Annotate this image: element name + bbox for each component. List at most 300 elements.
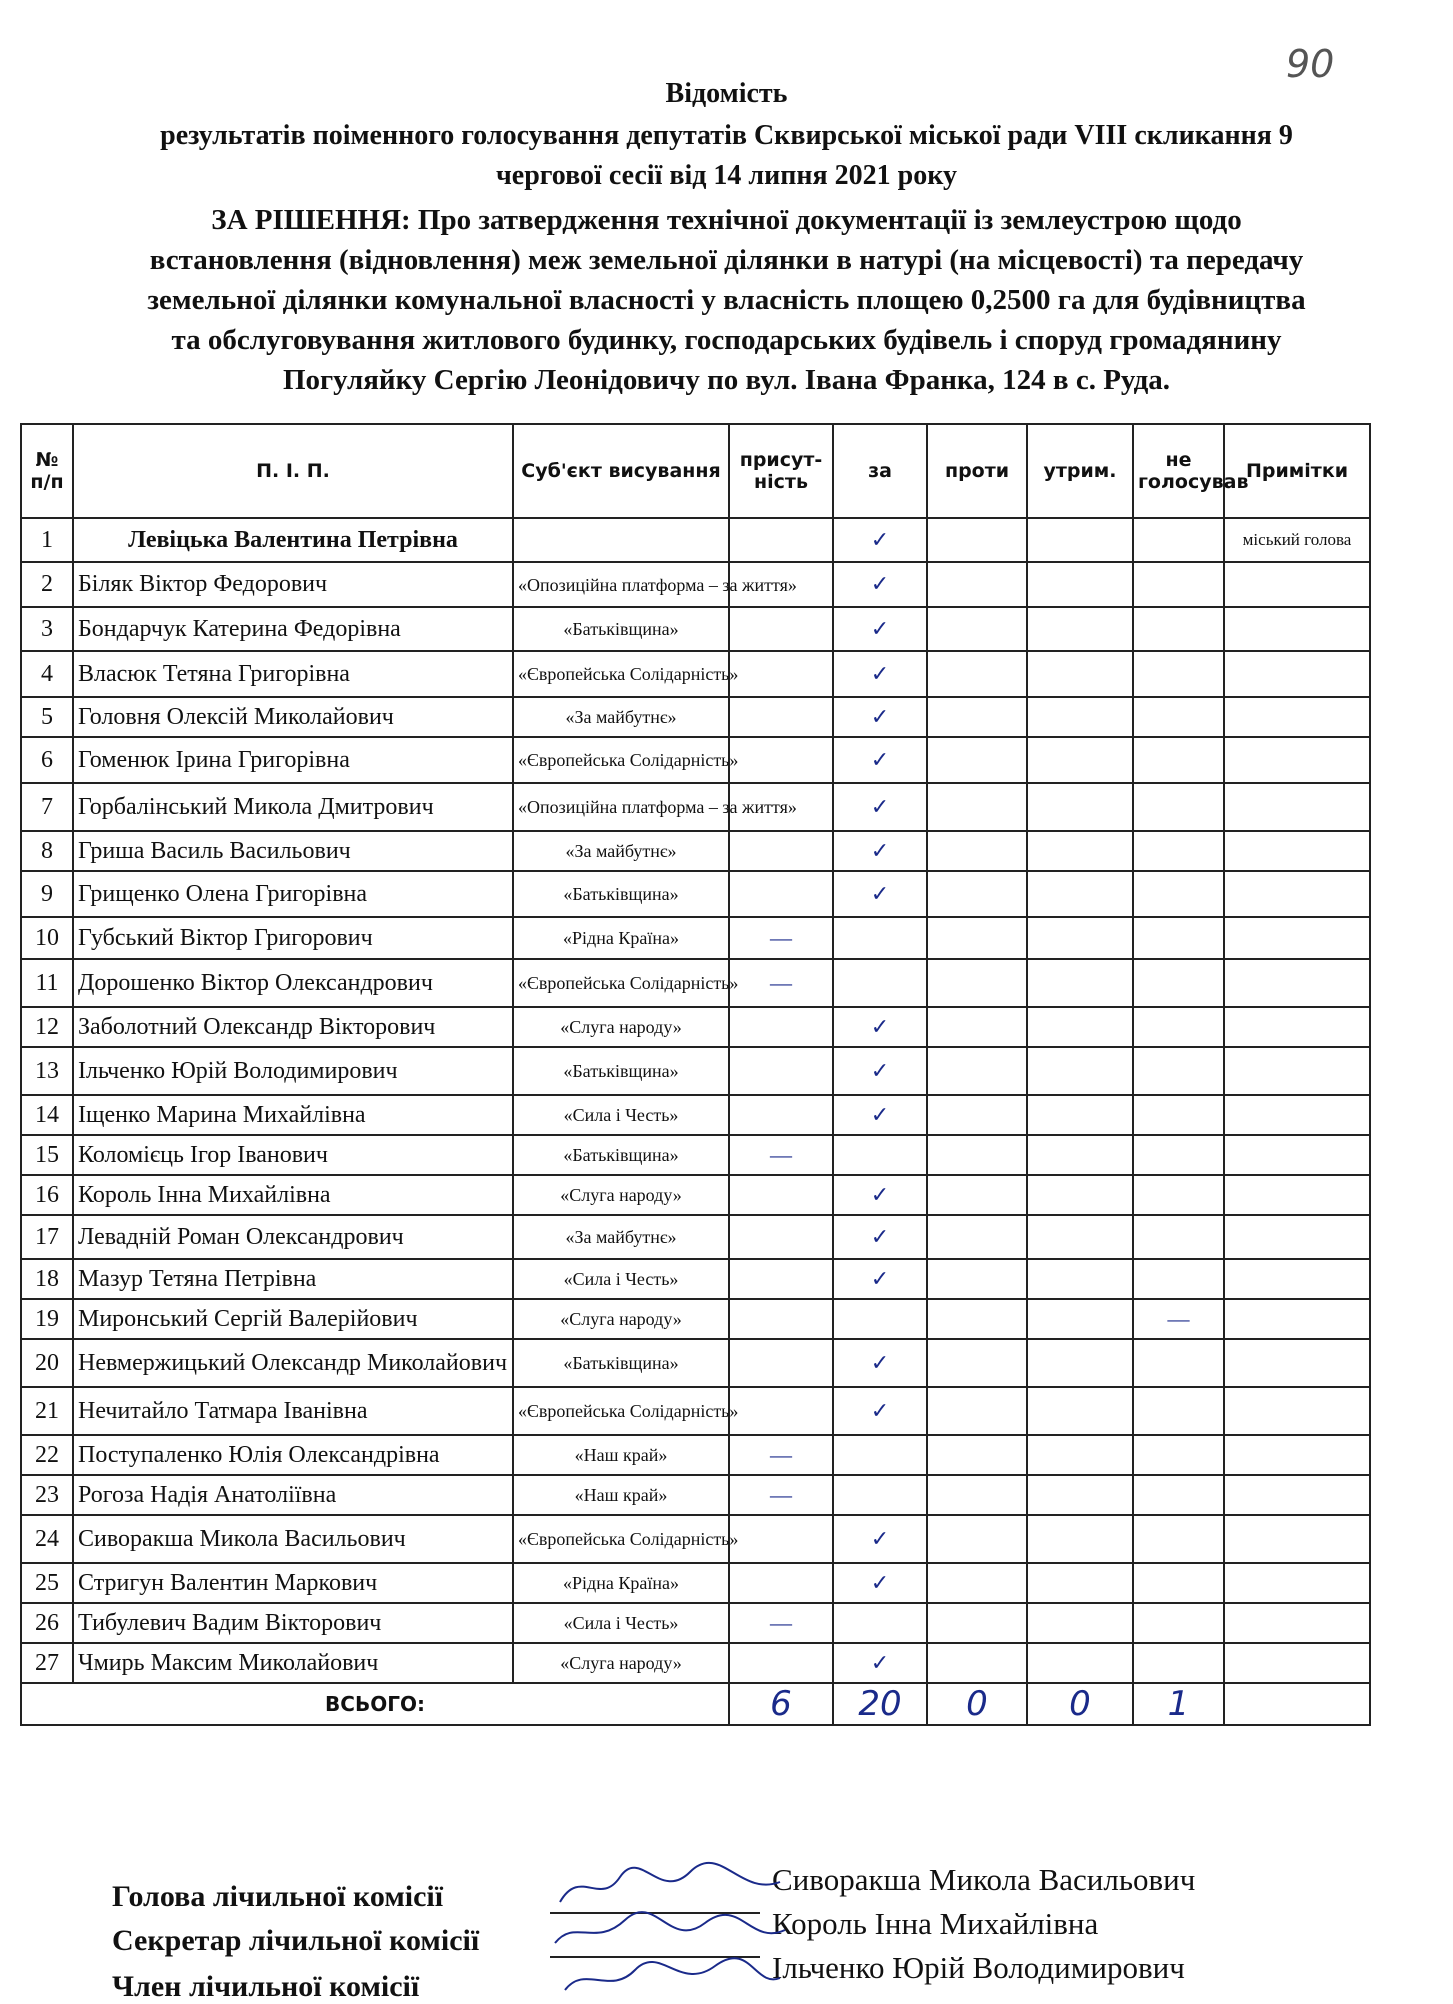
cell-name: Біляк Віктор Федорович — [73, 562, 513, 607]
cell-note — [1224, 1095, 1370, 1135]
col-header-note: Примітки — [1224, 424, 1370, 518]
cell-num: 10 — [21, 917, 73, 959]
cell-note — [1224, 1047, 1370, 1095]
cell-not-voted — [1133, 1135, 1224, 1175]
cell-note — [1224, 917, 1370, 959]
cell-for: ✓ — [833, 1007, 927, 1047]
cell-party: «Європейська Солідарність» — [513, 1515, 729, 1563]
cell-not-voted — [1133, 518, 1224, 562]
cell-present: — — [729, 917, 833, 959]
signature-role-3: Член лічильної комісії — [112, 1970, 420, 2003]
cell-note — [1224, 1175, 1370, 1215]
cell-for: ✓ — [833, 1215, 927, 1259]
cell-abstain — [1027, 518, 1133, 562]
cell-for: ✓ — [833, 607, 927, 651]
cell-party: «Слуга народу» — [513, 1299, 729, 1339]
cell-for: ✓ — [833, 651, 927, 697]
cell-note — [1224, 1515, 1370, 1563]
cell-name: Гриша Василь Васильович — [73, 831, 513, 871]
table-row — [21, 1259, 1370, 1299]
cell-for: ✓ — [833, 1095, 927, 1135]
cell-for: ✓ — [833, 1175, 927, 1215]
cell-for — [833, 1135, 927, 1175]
cell-present — [729, 1095, 833, 1135]
cell-note — [1224, 1299, 1370, 1339]
cell-note — [1224, 1435, 1370, 1475]
cell-note — [1224, 871, 1370, 917]
cell-party: «За майбутнє» — [513, 1215, 729, 1259]
cell-against — [927, 1387, 1027, 1435]
cell-abstain — [1027, 1603, 1133, 1643]
cell-party: «Наш край» — [513, 1435, 729, 1475]
cell-note — [1224, 1475, 1370, 1515]
cell-party — [513, 518, 729, 562]
handwritten-signature-2 — [540, 1908, 800, 1958]
cell-name: Грищенко Олена Григорівна — [73, 871, 513, 917]
table-row — [21, 1175, 1370, 1215]
cell-note — [1224, 783, 1370, 831]
table-row — [21, 651, 1370, 697]
cell-name: Іщенко Марина Михайлівна — [73, 1095, 513, 1135]
cell-note — [1224, 1135, 1370, 1175]
cell-num: 19 — [21, 1299, 73, 1339]
decision-line-1: ЗА РІШЕННЯ: Про затвердження технічної документації із землеустрою щодо — [211, 204, 1242, 236]
cell-abstain — [1027, 1175, 1133, 1215]
cell-abstain — [1027, 917, 1133, 959]
cell-party: «Європейська Солідарність» — [513, 651, 729, 697]
cell-abstain — [1027, 1435, 1133, 1475]
cell-abstain — [1027, 1095, 1133, 1135]
table-row — [21, 737, 1370, 783]
cell-against — [927, 1215, 1027, 1259]
cell-present — [729, 871, 833, 917]
cell-party: «Батьківщина» — [513, 871, 729, 917]
table-row — [21, 1475, 1370, 1515]
cell-party: «Батьківщина» — [513, 1135, 729, 1175]
cell-party: «Європейська Солідарність» — [513, 737, 729, 783]
cell-against — [927, 1435, 1027, 1475]
cell-present — [729, 607, 833, 651]
cell-for: ✓ — [833, 831, 927, 871]
signature-role-1: Голова лічильної комісії — [112, 1880, 444, 1913]
cell-against — [927, 1603, 1027, 1643]
cell-name: Гоменюк Ірина Григорівна — [73, 737, 513, 783]
cell-abstain — [1027, 1259, 1133, 1299]
cell-num: 2 — [21, 562, 73, 607]
cell-party: «Сила і Честь» — [513, 1095, 729, 1135]
cell-against — [927, 607, 1027, 651]
cell-against — [927, 1135, 1027, 1175]
cell-num: 22 — [21, 1435, 73, 1475]
cell-present — [729, 1259, 833, 1299]
cell-abstain — [1027, 1387, 1133, 1435]
cell-present — [729, 697, 833, 737]
cell-for — [833, 917, 927, 959]
cell-for: ✓ — [833, 1387, 927, 1435]
cell-for: ✓ — [833, 737, 927, 783]
col-header-name: П. І. П. — [73, 424, 513, 518]
cell-present — [729, 1047, 833, 1095]
voting-table-body — [21, 518, 1370, 1683]
cell-num: 6 — [21, 737, 73, 783]
cell-name: Власюк Тетяна Григорівна — [73, 651, 513, 697]
cell-against — [927, 1475, 1027, 1515]
cell-name: Заболотний Олександр Вікторович — [73, 1007, 513, 1047]
cell-name: Левіцька Валентина Петрівна — [73, 518, 513, 562]
cell-against — [927, 1175, 1027, 1215]
cell-against — [927, 1007, 1027, 1047]
cell-for: ✓ — [833, 697, 927, 737]
table-row — [21, 1435, 1370, 1475]
cell-not-voted — [1133, 1475, 1224, 1515]
table-row — [21, 1215, 1370, 1259]
table-row — [21, 1643, 1370, 1683]
cell-num: 1 — [21, 518, 73, 562]
cell-note — [1224, 1339, 1370, 1387]
cell-for — [833, 1435, 927, 1475]
cell-party: «Батьківщина» — [513, 607, 729, 651]
signature-name-3: Ільченко Юрій Володимирович — [772, 1950, 1185, 1985]
cell-for: ✓ — [833, 1259, 927, 1299]
cell-note — [1224, 831, 1370, 871]
col-header-for: за — [833, 424, 927, 518]
cell-against — [927, 737, 1027, 783]
cell-against — [927, 1299, 1027, 1339]
cell-num: 24 — [21, 1515, 73, 1563]
decision-text — [20, 200, 1433, 400]
cell-for — [833, 959, 927, 1007]
cell-party: «Рідна Країна» — [513, 917, 729, 959]
cell-against — [927, 562, 1027, 607]
cell-for: ✓ — [833, 518, 927, 562]
table-row — [21, 1047, 1370, 1095]
cell-present — [729, 1007, 833, 1047]
cell-present: — — [729, 1475, 833, 1515]
page-number: 90 — [1286, 42, 1335, 86]
cell-for — [833, 1603, 927, 1643]
cell-abstain — [1027, 737, 1133, 783]
cell-for: ✓ — [833, 871, 927, 917]
cell-present — [729, 737, 833, 783]
col-header-present: присут-ність — [729, 424, 833, 518]
cell-present — [729, 831, 833, 871]
signature-role-2: Секретар лічильної комісії — [112, 1924, 480, 1957]
cell-not-voted — [1133, 607, 1224, 651]
cell-name: Поступаленко Юлія Олександрівна — [73, 1435, 513, 1475]
signature-name-2: Король Інна Михайлівна — [772, 1906, 1099, 1941]
cell-party: «Опозиційна платформа – за життя» — [513, 562, 729, 607]
cell-name: Левадній Роман Олександрович — [73, 1215, 513, 1259]
total-label: ВСЬОГО: — [21, 1683, 729, 1725]
cell-note — [1224, 1215, 1370, 1259]
cell-party: «За майбутнє» — [513, 831, 729, 871]
cell-abstain — [1027, 1047, 1133, 1095]
col-header-party: Суб'єкт висування — [513, 424, 729, 518]
cell-num: 13 — [21, 1047, 73, 1095]
cell-not-voted — [1133, 651, 1224, 697]
cell-party: «Сила і Честь» — [513, 1603, 729, 1643]
voting-table — [20, 423, 1371, 1726]
cell-num: 3 — [21, 607, 73, 651]
cell-not-voted — [1133, 959, 1224, 1007]
cell-num: 7 — [21, 783, 73, 831]
cell-for: ✓ — [833, 1047, 927, 1095]
cell-num: 18 — [21, 1259, 73, 1299]
cell-not-voted — [1133, 697, 1224, 737]
document-subtitle — [20, 116, 1433, 196]
cell-num: 20 — [21, 1339, 73, 1387]
cell-name: Сиворакша Микола Васильович — [73, 1515, 513, 1563]
cell-not-voted — [1133, 871, 1224, 917]
table-row — [21, 1095, 1370, 1135]
cell-against — [927, 1643, 1027, 1683]
cell-not-voted — [1133, 1643, 1224, 1683]
cell-present — [729, 651, 833, 697]
cell-not-voted — [1133, 1603, 1224, 1643]
cell-present — [729, 1515, 833, 1563]
cell-against — [927, 651, 1027, 697]
cell-present — [729, 1175, 833, 1215]
cell-num: 12 — [21, 1007, 73, 1047]
decision-line-4: та обслуговування житлового будинку, господарських будівель і споруд громадянину — [171, 324, 1282, 356]
cell-abstain — [1027, 783, 1133, 831]
table-row — [21, 1135, 1370, 1175]
total-not-voted: 1 — [1133, 1683, 1224, 1725]
cell-for — [833, 1299, 927, 1339]
cell-note — [1224, 1387, 1370, 1435]
table-row — [21, 831, 1370, 871]
total-for: 20 — [833, 1683, 927, 1725]
cell-not-voted — [1133, 1047, 1224, 1095]
cell-num: 9 — [21, 871, 73, 917]
cell-note — [1224, 607, 1370, 651]
cell-not-voted — [1133, 1387, 1224, 1435]
cell-abstain — [1027, 959, 1133, 1007]
total-row — [21, 1683, 1370, 1725]
cell-abstain — [1027, 1215, 1133, 1259]
cell-party: «Європейська Солідарність» — [513, 959, 729, 1007]
total-present: 6 — [729, 1683, 833, 1725]
cell-num: 27 — [21, 1643, 73, 1683]
cell-against — [927, 518, 1027, 562]
cell-note: міський голова — [1224, 518, 1370, 562]
cell-present: — — [729, 1603, 833, 1643]
cell-not-voted: — — [1133, 1299, 1224, 1339]
cell-present: — — [729, 1435, 833, 1475]
table-row — [21, 1387, 1370, 1435]
cell-note — [1224, 1603, 1370, 1643]
cell-party: «Слуга народу» — [513, 1643, 729, 1683]
cell-name: Мазур Тетяна Петрівна — [73, 1259, 513, 1299]
cell-note — [1224, 697, 1370, 737]
cell-abstain — [1027, 1007, 1133, 1047]
cell-abstain — [1027, 1135, 1133, 1175]
cell-present — [729, 1643, 833, 1683]
table-row — [21, 607, 1370, 651]
cell-note — [1224, 1643, 1370, 1683]
table-row — [21, 1515, 1370, 1563]
cell-for: ✓ — [833, 1339, 927, 1387]
cell-against — [927, 1259, 1027, 1299]
cell-against — [927, 959, 1027, 1007]
col-header-not-voted: не голосував — [1133, 424, 1224, 518]
cell-against — [927, 871, 1027, 917]
cell-party: «Сила і Честь» — [513, 1259, 729, 1299]
cell-name: Король Інна Михайлівна — [73, 1175, 513, 1215]
document-title: Відомість — [665, 78, 788, 109]
cell-note — [1224, 562, 1370, 607]
table-row — [21, 917, 1370, 959]
table-row — [21, 1563, 1370, 1603]
cell-name: Губський Віктор Григорович — [73, 917, 513, 959]
cell-abstain — [1027, 1563, 1133, 1603]
cell-not-voted — [1133, 737, 1224, 783]
cell-not-voted — [1133, 562, 1224, 607]
cell-note — [1224, 1563, 1370, 1603]
cell-party: «За майбутнє» — [513, 697, 729, 737]
table-row — [21, 1603, 1370, 1643]
cell-name: Чмирь Максим Миколайович — [73, 1643, 513, 1683]
table-row — [21, 1299, 1370, 1339]
cell-num: 23 — [21, 1475, 73, 1515]
cell-not-voted — [1133, 1435, 1224, 1475]
cell-abstain — [1027, 831, 1133, 871]
cell-abstain — [1027, 1643, 1133, 1683]
cell-note — [1224, 1007, 1370, 1047]
cell-against — [927, 1563, 1027, 1603]
table-row — [21, 871, 1370, 917]
cell-name: Бондарчук Катерина Федорівна — [73, 607, 513, 651]
decision-line-2: встановлення (відновлення) меж земельної ділянки в натурі (на місцевості) та передачу — [149, 244, 1304, 276]
cell-against — [927, 697, 1027, 737]
cell-party: «Наш край» — [513, 1475, 729, 1515]
cell-num: 25 — [21, 1563, 73, 1603]
cell-against — [927, 1047, 1027, 1095]
cell-name: Стригун Валентин Маркович — [73, 1563, 513, 1603]
cell-abstain — [1027, 562, 1133, 607]
cell-note — [1224, 737, 1370, 783]
col-header-abstain: утрим. — [1027, 424, 1133, 518]
cell-party: «Опозиційна платформа – за життя» — [513, 783, 729, 831]
total-against: 0 — [927, 1683, 1027, 1725]
cell-party: «Батьківщина» — [513, 1339, 729, 1387]
cell-not-voted — [1133, 1259, 1224, 1299]
table-row — [21, 562, 1370, 607]
cell-name: Тибулевич Вадим Вікторович — [73, 1603, 513, 1643]
table-row — [21, 697, 1370, 737]
cell-num: 8 — [21, 831, 73, 871]
cell-party: «Рідна Країна» — [513, 1563, 729, 1603]
cell-not-voted — [1133, 1515, 1224, 1563]
cell-abstain — [1027, 1475, 1133, 1515]
cell-for: ✓ — [833, 783, 927, 831]
cell-not-voted — [1133, 917, 1224, 959]
cell-against — [927, 1095, 1027, 1135]
total-note — [1224, 1683, 1370, 1725]
cell-not-voted — [1133, 1563, 1224, 1603]
cell-num: 4 — [21, 651, 73, 697]
cell-abstain — [1027, 1339, 1133, 1387]
cell-not-voted — [1133, 831, 1224, 871]
cell-name: Миронський Сергій Валерійович — [73, 1299, 513, 1339]
cell-not-voted — [1133, 1175, 1224, 1215]
cell-abstain — [1027, 651, 1133, 697]
cell-note — [1224, 1259, 1370, 1299]
cell-name: Дорошенко Віктор Олександрович — [73, 959, 513, 1007]
cell-name: Рогоза Надія Анатоліївна — [73, 1475, 513, 1515]
cell-against — [927, 917, 1027, 959]
cell-not-voted — [1133, 1007, 1224, 1047]
cell-present — [729, 518, 833, 562]
cell-party: «Слуга народу» — [513, 1007, 729, 1047]
cell-not-voted — [1133, 1095, 1224, 1135]
cell-present — [729, 1299, 833, 1339]
cell-present — [729, 1215, 833, 1259]
cell-present: — — [729, 959, 833, 1007]
cell-against — [927, 831, 1027, 871]
table-row — [21, 959, 1370, 1007]
cell-num: 5 — [21, 697, 73, 737]
decision-line-5: Погуляйку Сергію Леонідовичу по вул. Івана Франка, 124 в с. Руда. — [282, 364, 1171, 396]
cell-present: — — [729, 1135, 833, 1175]
table-row — [21, 1007, 1370, 1047]
decision-line-3: земельної ділянки комунальної власності у власність площею 0,2500 га для будівництва — [147, 284, 1306, 316]
table-header-row — [21, 424, 1370, 518]
cell-not-voted — [1133, 783, 1224, 831]
cell-name: Нечитайло Татмара Іванівна — [73, 1387, 513, 1435]
cell-against — [927, 1515, 1027, 1563]
cell-for: ✓ — [833, 1515, 927, 1563]
table-row — [21, 1339, 1370, 1387]
cell-against — [927, 1339, 1027, 1387]
cell-num: 16 — [21, 1175, 73, 1215]
cell-for — [833, 1475, 927, 1515]
cell-name: Ільченко Юрій Володимирович — [73, 1047, 513, 1095]
handwritten-signature-1 — [540, 1862, 800, 1912]
subtitle-line-2: чергової сесії від 14 липня 2021 року — [496, 160, 957, 191]
cell-name: Невмержицький Олександр Миколайович — [73, 1339, 513, 1387]
cell-num: 15 — [21, 1135, 73, 1175]
cell-num: 21 — [21, 1387, 73, 1435]
col-header-num: № п/п — [21, 424, 73, 518]
cell-num: 26 — [21, 1603, 73, 1643]
cell-num: 17 — [21, 1215, 73, 1259]
cell-abstain — [1027, 1299, 1133, 1339]
cell-num: 14 — [21, 1095, 73, 1135]
cell-abstain — [1027, 1515, 1133, 1563]
cell-abstain — [1027, 871, 1133, 917]
cell-against — [927, 783, 1027, 831]
cell-present — [729, 1339, 833, 1387]
table-row — [21, 518, 1370, 562]
cell-party: «Батьківщина» — [513, 1047, 729, 1095]
cell-not-voted — [1133, 1215, 1224, 1259]
cell-note — [1224, 651, 1370, 697]
cell-abstain — [1027, 697, 1133, 737]
cell-present — [729, 1387, 833, 1435]
cell-name: Горбалінський Микола Дмитрович — [73, 783, 513, 831]
cell-note — [1224, 959, 1370, 1007]
subtitle-line-1: результатів поіменного голосування депутатів Сквирської міської ради VIII скликання 9 — [160, 120, 1293, 151]
col-header-against: проти — [927, 424, 1027, 518]
cell-for: ✓ — [833, 1563, 927, 1603]
cell-num: 11 — [21, 959, 73, 1007]
table-row — [21, 783, 1370, 831]
cell-name: Коломієць Ігор Іванович — [73, 1135, 513, 1175]
cell-party: «Європейська Солідарність» — [513, 1387, 729, 1435]
cell-not-voted — [1133, 1339, 1224, 1387]
handwritten-signature-3 — [540, 1952, 800, 2002]
